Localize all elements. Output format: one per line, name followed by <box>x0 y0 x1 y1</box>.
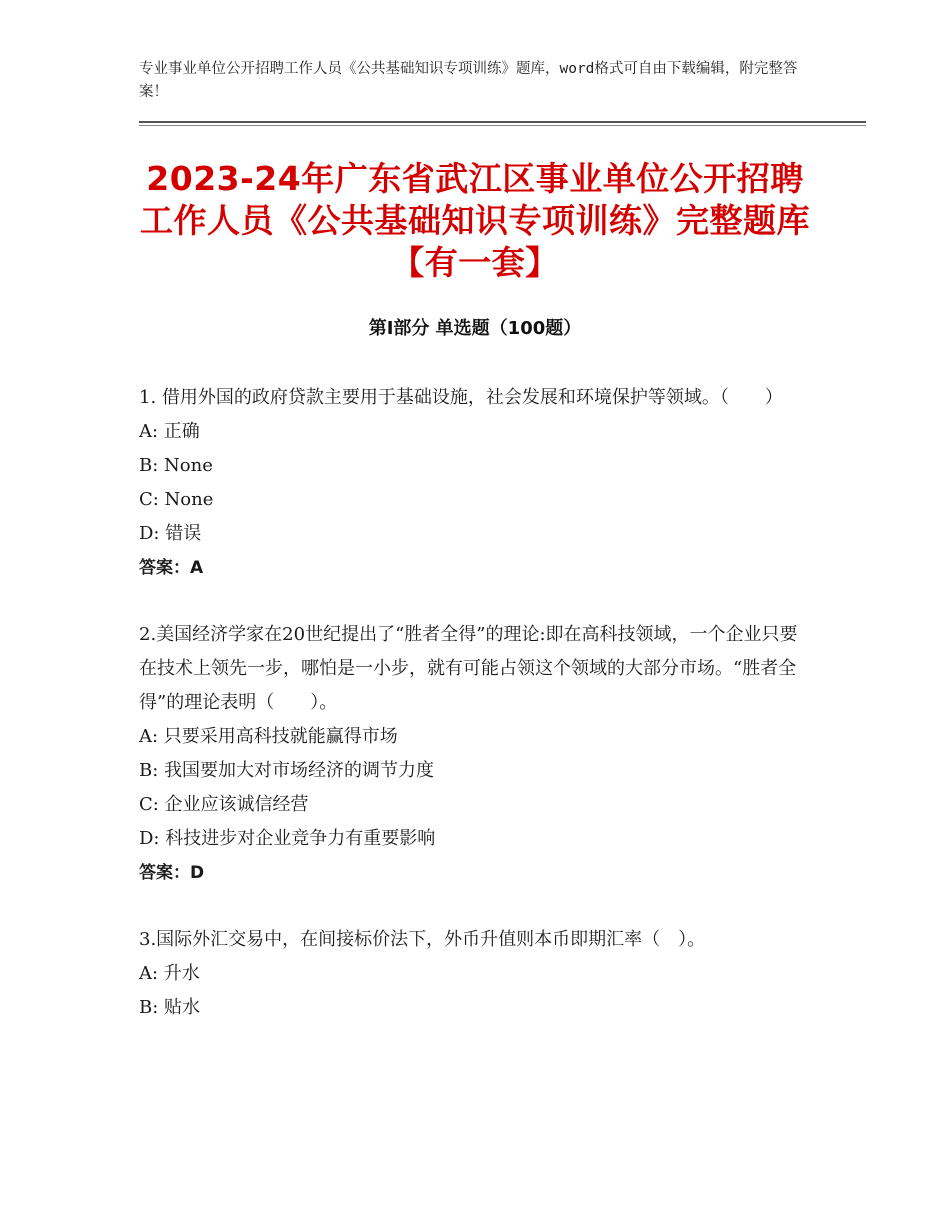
question-stem: 1. 借用外国的政府贷款主要用于基础设施，社会发展和环境保护等领域。（ ） <box>139 387 783 408</box>
question-list <box>139 381 811 1058</box>
option-b: B: None <box>139 455 213 476</box>
question-2 <box>139 618 811 890</box>
question-stem: 3.国际外汇交易中，在间接标价法下，外币升值则本币即期汇率（ ）。 <box>139 929 706 950</box>
section-title: 第Ⅰ部分 单选题（100题） <box>368 318 582 339</box>
option-a: A: 升水 <box>139 963 200 984</box>
document-title: 2023-24年广东省武江区事业单位公开招聘工作人员《公共基础知识专项训练》完整题库【有一套】 <box>140 159 810 282</box>
answer: 答案：A <box>139 558 204 578</box>
header-divider-thick <box>139 121 866 123</box>
option-c: C: None <box>139 489 214 510</box>
header-note: 专业事业单位公开招聘工作人员《公共基础知识专项训练》题库，word格式可自由下载编辑，附完整答案！ <box>139 61 798 100</box>
option-b: B: 我国要加大对市场经济的调节力度 <box>139 760 435 781</box>
option-a: A: 正确 <box>139 421 200 442</box>
header-divider-thin <box>139 125 866 126</box>
answer: 答案：D <box>139 863 205 883</box>
question-1 <box>139 381 811 585</box>
option-d: D: 错误 <box>139 523 202 544</box>
option-d: D: 科技进步对企业竞争力有重要影响 <box>139 828 436 849</box>
question-3 <box>139 923 811 1025</box>
option-c: C: 企业应该诚信经营 <box>139 794 309 815</box>
option-b: B: 贴水 <box>139 997 201 1018</box>
option-a: A: 只要采用高科技就能赢得市场 <box>139 726 398 747</box>
question-stem: 2.美国经济学家在20世纪提出了“胜者全得”的理论:即在高科技领域，一个企业只要在技术上领先一步，哪怕是一小步，就有可能占领这个领域的大部分市场。“胜者全得”的理论表明（ ）。 <box>139 624 798 713</box>
